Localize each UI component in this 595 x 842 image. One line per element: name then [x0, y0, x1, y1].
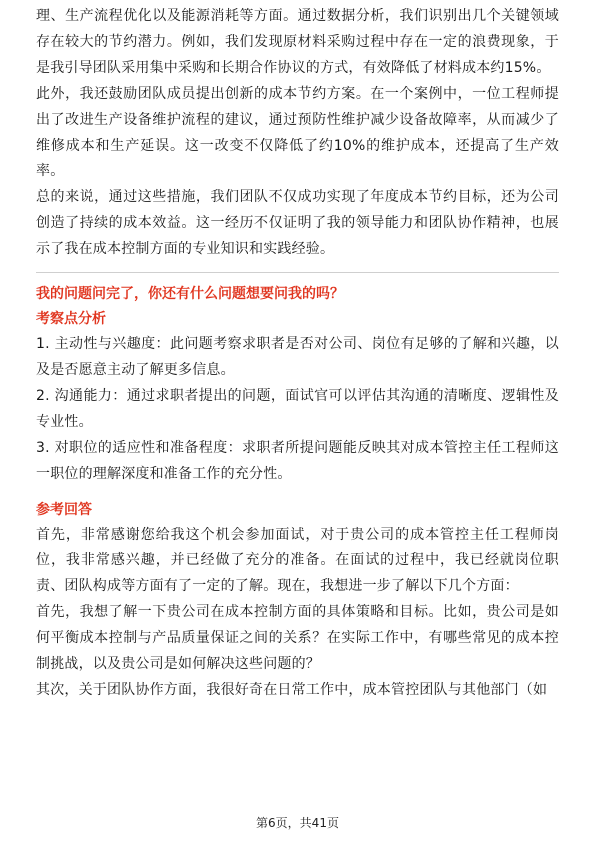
reference-paragraph-1: 首先，非常感谢您给我这个机会参加面试，对于贵公司的成本管控主任工程师岗位，我非常感兴趣，并已经做了充分的准备。在面试的过程中，我已经就岗位职责、团队构成等方面有了一定的了解。现在，我想进一步了解以下几个方面：: [36, 526, 559, 595]
reference-answer-title: 参考回答: [36, 501, 92, 518]
analysis-item-3: 3. 对职位的适应性和准备程度：求职者所提问题能反映其对成本管控主任工程师这一职位的理解深度和准备工作的充分性。: [36, 439, 559, 482]
analysis-item-1: 1. 主动性与兴趣度：此问题考察求职者是否对公司、岗位有足够的了解和兴趣，以及是否愿意主动了解更多信息。: [36, 336, 559, 378]
page-number-footer: 第6页，共41页: [256, 816, 339, 830]
reference-paragraph-2: 首先，我想了解一下贵公司在成本控制方面的具体策略和目标。比如，贵公司是如何平衡成本控制与产品质量保证之间的关系？在实际工作中，有哪些常见的成本控制挑战，以及贵公司是如何解决这些问题的？: [36, 604, 559, 673]
analysis-item-2: 2. 沟通能力：通过求职者提出的问题，面试官可以评估其沟通的清晰度、逻辑性及专业性。: [36, 387, 559, 430]
analysis-title: 考察点分析: [36, 311, 106, 328]
previous-answer-paragraph-2: 此外，我还鼓励团队成员提出创新的成本节约方案。在一个案例中，一位工程师提出了改进生产设备维护流程的建议，通过预防性维护减少设备故障率，从而减少了维修成本和生产延误。这一改变不仅降低了约10%的维护成本，还提高了生产效率。: [36, 85, 559, 180]
interview-question: 我的问题问完了，你还有什么问题想要问我的吗？: [36, 286, 344, 303]
previous-answer-paragraph-1: 理、生产流程优化以及能源消耗等方面。通过数据分析，我们识别出几个关键领域存在较大的节约潜力。例如，我们发现原材料采购过程中存在一定的浪费现象，于是我引导团队采用集中采购和长期合作协议的方式，有效降低了材料成本约15%。: [36, 8, 559, 76]
previous-answer-paragraph-3: 总的来说，通过这些措施，我们团队不仅成功实现了年度成本节约目标，还为公司创造了持续的成本效益。这一经历不仅证明了我的领导能力和团队协作精神，也展示了我在成本控制方面的专业知识和实践经验。: [36, 189, 559, 258]
page-content: [36, 4, 559, 704]
spacer: [36, 488, 559, 498]
reference-paragraph-3: 其次，关于团队协作方面，我很好奇在日常工作中，成本管控团队与其他部门（如: [36, 681, 548, 698]
section-divider: [36, 272, 559, 273]
